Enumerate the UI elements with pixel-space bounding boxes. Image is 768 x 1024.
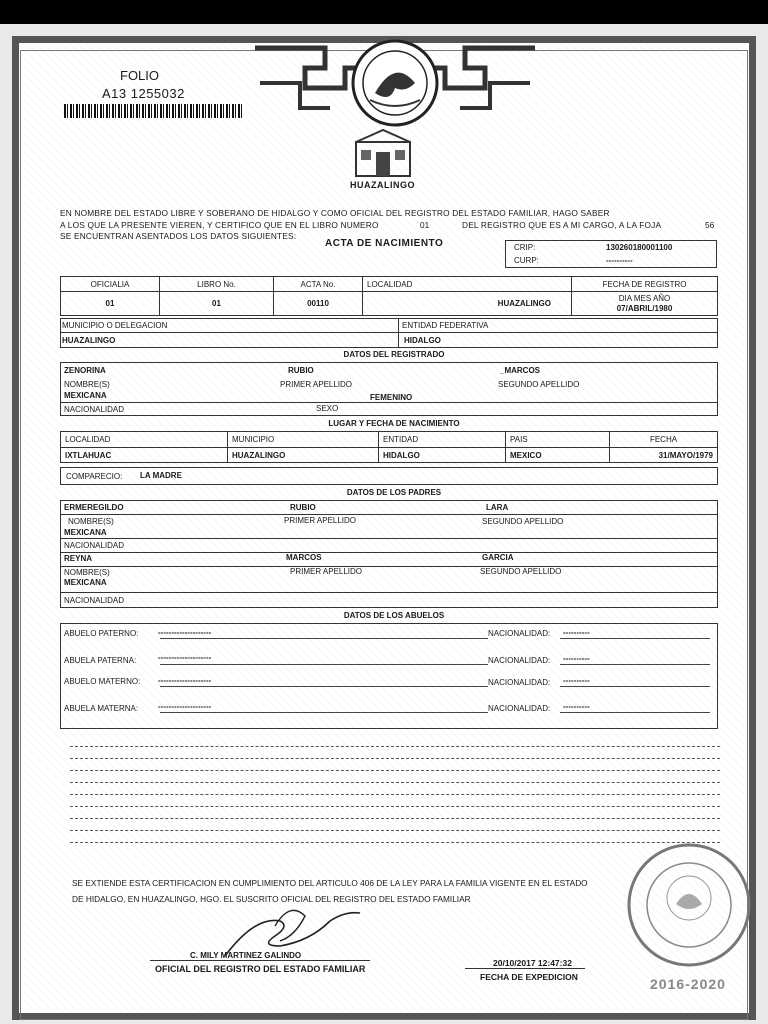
fecha-expedicion-value: 20/10/2017 12:47:32 [493, 958, 572, 968]
fecha-registro-value: 07/ABRIL/1980 [616, 303, 673, 313]
header-acta: ACTA No. [274, 277, 363, 292]
annotation-line [70, 770, 720, 771]
localidad-value: HUAZALINGO [363, 292, 572, 316]
underline [160, 686, 488, 687]
folio-label: FOLIO [120, 68, 160, 83]
barcode [64, 104, 244, 118]
crip-label: CRIP: [514, 243, 536, 252]
certification-line-1: SE EXTIENDE ESTA CERTIFICACION EN CUMPLIMIENTO DEL ARTICULO 406 DE LA LEY PARA LA FAMILIA VIGENTE EN EL ESTADO [72, 878, 588, 888]
section-nacimiento: LUGAR Y FECHA DE NACIMIENTO [328, 419, 460, 428]
abuelo-materno-nac-label: NACIONALIDAD: [488, 678, 551, 687]
header-oficialia: OFICIALIA [61, 277, 160, 292]
madre-nacionalidad: MEXICANA [64, 578, 107, 587]
abuela-materna-label: ABUELA MATERNA: [64, 704, 139, 713]
abuelo-paterno-label: ABUELO PATERNO: [64, 629, 139, 638]
curp-label: CURP: [514, 256, 539, 265]
underline [560, 664, 710, 665]
divider [60, 332, 718, 333]
abuela-materna-nac-label: NACIONALIDAD: [488, 704, 551, 713]
underline [560, 686, 710, 687]
header-libro: LIBRO No. [160, 277, 274, 292]
nac-localidad: IXTLAHUAC [61, 448, 228, 463]
fecha-registro-sub: DIA MES AÑO [618, 293, 671, 303]
abuelo-materno-label: ABUELO MATERNO: [64, 677, 141, 686]
underline [160, 638, 488, 639]
padre-nombre: ERMEREGILDO [64, 503, 124, 512]
abuela-paterna-nac: ---------- [563, 654, 590, 663]
annotation-line [70, 794, 720, 795]
abuelo-paterno-nac: ---------- [563, 628, 590, 637]
abuelo-paterno-nac-label: NACIONALIDAD: [488, 629, 551, 638]
padre-segundo-label: SEGUNDO APELLIDO [482, 517, 564, 526]
abuela-materna-value: -------------------- [158, 702, 212, 711]
padre-segundo-apellido: LARA [486, 503, 509, 512]
municipio-value: HUAZALINGO [62, 336, 116, 345]
sexo-label: SEXO [316, 404, 339, 413]
divider [60, 538, 718, 539]
segundo-apellido-label: SEGUNDO APELLIDO [498, 380, 580, 389]
madre-nombre-label: NOMBRE(S) [64, 568, 110, 577]
padre-primer-label: PRIMER APELLIDO [284, 516, 357, 525]
registrado-primer-apellido: RUBIO [288, 366, 314, 375]
madre-nacionalidad-label: NACIONALIDAD [64, 596, 125, 605]
fecha-registro-cell [572, 292, 718, 316]
nac-municipio: HUAZALINGO [228, 448, 379, 463]
annotation-line [70, 818, 720, 819]
registrado-nacionalidad: MEXICANA [64, 391, 107, 400]
abuela-paterna-nac-label: NACIONALIDAD: [488, 656, 551, 665]
folio-number: A13 1255032 [102, 86, 185, 101]
padre-primer-apellido: RUBIO [290, 503, 316, 512]
acta-value: 00110 [274, 292, 363, 316]
stamp-years: 2016-2020 [650, 976, 726, 992]
abuela-paterna-value: -------------------- [158, 653, 212, 662]
section-abuelos: DATOS DE LOS ABUELOS [343, 611, 445, 620]
abuela-materna-nac: ---------- [563, 702, 590, 711]
municipality-logo-text: HUAZALINGO [350, 180, 415, 190]
primer-apellido-label: PRIMER APELLIDO [280, 380, 353, 389]
intro-line-1: EN NOMBRE DEL ESTADO LIBRE Y SOBERANO DE HIDALGO Y COMO OFICIAL DEL REGISTRO DEL ESTADO FAMILIAR, HAGO SABER [60, 208, 610, 218]
nac-header-pais: PAIS [506, 432, 610, 448]
divider [398, 318, 399, 348]
abuelo-materno-nac: ---------- [563, 676, 590, 685]
comparecio-value: LA MADRE [140, 471, 182, 480]
madre-segundo-label: SEGUNDO APELLIDO [480, 567, 562, 576]
nombre-label: NOMBRE(S) [64, 380, 110, 389]
underline [160, 664, 488, 665]
nac-header-fecha: FECHA [610, 432, 718, 448]
nac-fecha: 31/MAYO/1979 [610, 448, 718, 463]
intro-line-3: SE ENCUENTRAN ASENTADOS LOS DATOS SIGUIENTES: [60, 231, 297, 241]
fecha-expedicion-label: FECHA DE EXPEDICION [480, 972, 578, 982]
curp-value: ---------- [606, 256, 633, 265]
section-padres: DATOS DE LOS PADRES [346, 488, 442, 497]
document-title: ACTA DE NACIMIENTO [325, 238, 444, 249]
header-localidad: LOCALIDAD [363, 277, 572, 292]
divider [60, 566, 718, 567]
annotation-line [70, 758, 720, 759]
divider [60, 592, 718, 593]
official-stamp [626, 842, 752, 968]
signature-line [150, 960, 370, 961]
foja-numero: 56 [705, 220, 715, 230]
padre-nacionalidad: MEXICANA [64, 528, 107, 537]
padre-nombre-label: NOMBRE(S) [68, 517, 114, 526]
annotation-line [70, 746, 720, 747]
registro-table [60, 276, 718, 316]
municipio-label: MUNICIPIO O DELEGACION [62, 321, 168, 330]
divider [60, 552, 718, 553]
signer-title: OFICIAL DEL REGISTRO DEL ESTADO FAMILIAR [155, 964, 366, 974]
nacionalidad-label: NACIONALIDAD [64, 405, 125, 414]
nac-header-municipio: MUNICIPIO [228, 432, 379, 448]
registrado-segundo-apellido: _MARCOS [500, 366, 541, 375]
abuelo-materno-value: -------------------- [158, 676, 212, 685]
signer-name: C. MILY MARTINEZ GALINDO [190, 951, 302, 960]
underline [560, 712, 710, 713]
scan-top-edge [0, 0, 768, 24]
madre-primer-label: PRIMER APELLIDO [290, 567, 363, 576]
oficialia-value: 01 [61, 292, 160, 316]
fecha-line [465, 968, 585, 969]
nac-entidad: HIDALGO [379, 448, 506, 463]
header-fecha-registro: FECHA DE REGISTRO [572, 277, 718, 292]
intro-line-2b: DEL REGISTRO QUE ES A MI CARGO, A LA FOJA [462, 220, 662, 230]
madre-segundo-apellido: GARCIA [482, 553, 514, 562]
madre-primer-apellido: MARCOS [286, 553, 322, 562]
libro-numero: 01 [420, 220, 430, 230]
crip-value: 130260180001100 [606, 243, 673, 252]
underline [560, 638, 710, 639]
annotation-line [70, 830, 720, 831]
intro-line-2a: A LOS QUE LA PRESENTE VIEREN, Y CERTIFICO QUE EN EL LIBRO NUMERO [60, 220, 379, 230]
section-registrado: DATOS DEL REGISTRADO [343, 350, 445, 359]
certification-line-2: DE HIDALGO, EN HUAZALINGO, HGO. EL SUSCRITO OFICIAL DEL REGISTRO DEL ESTADO FAMILIAR [72, 894, 471, 904]
abuelo-paterno-value: -------------------- [158, 628, 212, 637]
national-emblem [250, 38, 540, 128]
crip-box [505, 240, 717, 268]
annotation-line [70, 782, 720, 783]
nac-header-entidad: ENTIDAD [379, 432, 506, 448]
divider [60, 514, 718, 515]
abuela-paterna-label: ABUELA PATERNA: [64, 656, 137, 665]
entidad-label: ENTIDAD FEDERATIVA [402, 321, 489, 330]
annotation-line [70, 806, 720, 807]
nac-pais: MEXICO [506, 448, 610, 463]
registrado-box [60, 362, 718, 416]
annotation-line [70, 842, 720, 843]
registrado-nombre: ZENORINA [64, 366, 106, 375]
underline [160, 712, 488, 713]
comparecio-label: COMPARECIO: [66, 472, 123, 481]
libro-value: 01 [160, 292, 274, 316]
nac-header-localidad: LOCALIDAD [61, 432, 228, 448]
registrado-sexo: FEMENINO [370, 393, 413, 402]
divider [60, 402, 718, 403]
padre-nacionalidad-label: NACIONALIDAD [64, 541, 125, 550]
nacimiento-table [60, 431, 718, 463]
madre-nombre: REYNA [64, 554, 93, 563]
entidad-value: HIDALGO [404, 336, 441, 345]
municipal-logo [348, 128, 418, 186]
